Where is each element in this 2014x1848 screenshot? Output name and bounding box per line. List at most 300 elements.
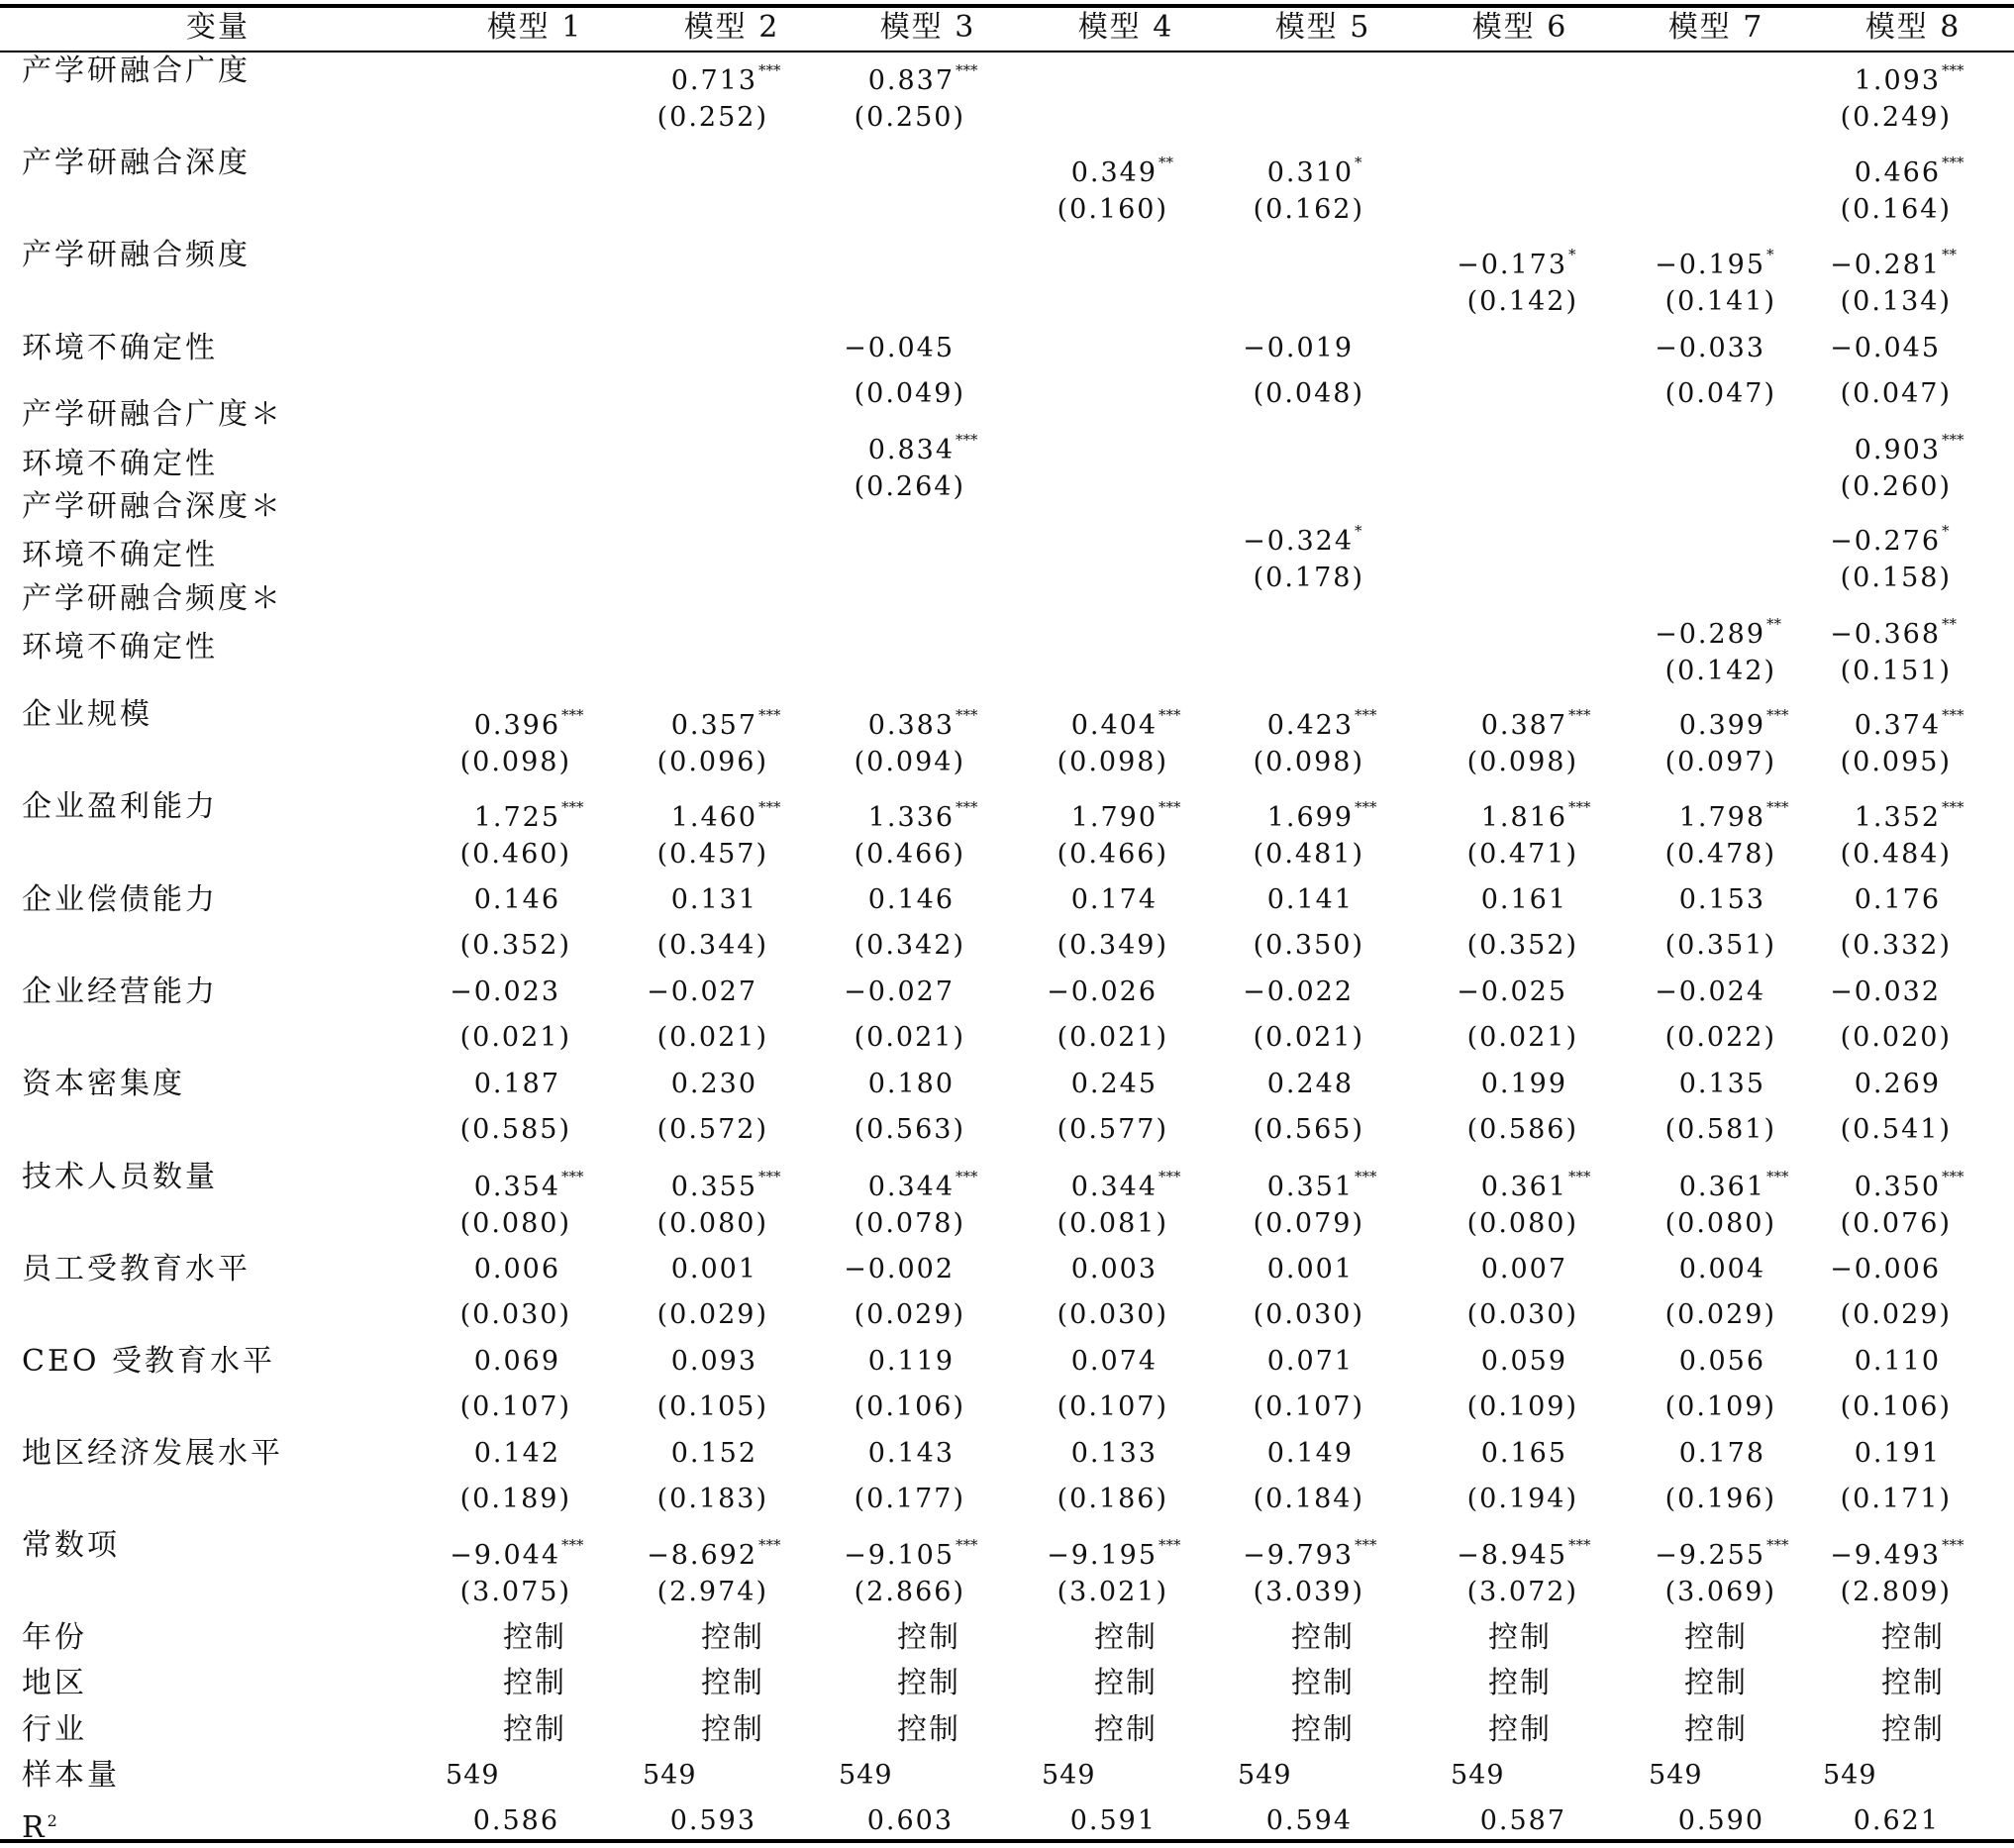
coefficient-cell bbox=[1481, 1342, 1604, 1382]
coefficient-cell bbox=[474, 791, 597, 838]
coefficient-cell bbox=[844, 1250, 991, 1289]
coefficient-cell bbox=[844, 973, 991, 1012]
control-cell: 控制 bbox=[1094, 1666, 1158, 1700]
significance-stars: *** bbox=[758, 798, 781, 816]
std-error-cell: (0.260) bbox=[1840, 471, 1952, 502]
coefficient-cell bbox=[1071, 1250, 1194, 1289]
std-error-cell: (0.021) bbox=[1057, 1022, 1168, 1053]
row-label: 产学研融合广度＊ bbox=[22, 397, 283, 432]
std-error-cell: (0.252) bbox=[656, 102, 768, 133]
coefficient-value: 0.174 bbox=[1070, 884, 1158, 915]
significance-stars: ** bbox=[1942, 615, 1957, 633]
std-error-cell: (0.107) bbox=[459, 1391, 571, 1422]
std-error-cell: (0.030) bbox=[459, 1299, 571, 1330]
coefficient-cell bbox=[1267, 1161, 1390, 1207]
std-error-cell: (2.866) bbox=[854, 1577, 965, 1607]
coefficient-value: −0.027 bbox=[844, 976, 955, 1007]
coefficient-cell bbox=[671, 1065, 794, 1104]
std-error-cell: (0.563) bbox=[854, 1114, 965, 1145]
significance-stars: *** bbox=[758, 61, 781, 79]
r-squared-cell: 0.594 bbox=[1265, 1805, 1353, 1836]
coefficient-value: 0.153 bbox=[1678, 884, 1765, 915]
significance-stars: * bbox=[1355, 522, 1362, 540]
header-rule bbox=[0, 51, 2014, 52]
coefficient-value: −0.002 bbox=[844, 1254, 955, 1284]
std-error-cell: (0.541) bbox=[1840, 1114, 1952, 1145]
coefficient-cell bbox=[671, 1161, 794, 1207]
significance-stars: *** bbox=[1766, 798, 1789, 816]
coefficient-cell bbox=[474, 1250, 597, 1289]
std-error-cell: (0.098) bbox=[459, 747, 571, 777]
std-error-cell: (0.105) bbox=[656, 1391, 768, 1422]
std-error-cell: (0.021) bbox=[1253, 1022, 1364, 1053]
coefficient-value: 0.837 bbox=[867, 65, 955, 96]
coefficient-cell bbox=[1267, 147, 1390, 193]
sample-size-cell: 549 bbox=[839, 1760, 893, 1791]
coefficient-value: 0.131 bbox=[670, 884, 757, 915]
sample-size-cell: 549 bbox=[1823, 1760, 1877, 1791]
coefficient-value: 1.725 bbox=[473, 802, 560, 833]
row-label: 产学研融合深度 bbox=[22, 146, 251, 180]
std-error-cell: (0.098) bbox=[1253, 747, 1364, 777]
std-error-cell: (0.106) bbox=[1840, 1391, 1952, 1422]
coefficient-cell bbox=[868, 791, 991, 838]
std-error-cell: (0.047) bbox=[1664, 378, 1776, 409]
row-label: 产学研融合广度 bbox=[22, 53, 251, 88]
coefficient-cell bbox=[1071, 1065, 1194, 1104]
control-cell: 控制 bbox=[1291, 1712, 1355, 1747]
coefficient-cell bbox=[1267, 791, 1390, 838]
coefficient-cell bbox=[1243, 515, 1390, 562]
std-error-cell: (0.080) bbox=[459, 1208, 571, 1239]
significance-stars: *** bbox=[1158, 1168, 1181, 1185]
control-cell: 控制 bbox=[897, 1712, 960, 1747]
row-label: 地区经济发展水平 bbox=[22, 1436, 283, 1471]
coefficient-value: 0.004 bbox=[1678, 1254, 1765, 1284]
sample-size-cell: 549 bbox=[1238, 1760, 1292, 1791]
std-error-cell: (0.349) bbox=[1057, 930, 1168, 961]
coefficient-value: 0.713 bbox=[670, 65, 757, 96]
row-label-line2: 环境不确定性 bbox=[22, 630, 218, 665]
coefficient-value: 0.350 bbox=[1854, 1172, 1941, 1202]
control-cell: 控制 bbox=[1488, 1712, 1552, 1747]
coefficient-cell bbox=[868, 54, 991, 101]
coefficient-value: 0.383 bbox=[867, 710, 955, 741]
coefficient-cell bbox=[868, 1065, 991, 1104]
std-error-cell: (0.466) bbox=[854, 839, 965, 870]
coefficient-cell bbox=[1855, 880, 1977, 920]
coefficient-cell bbox=[1855, 54, 1977, 101]
coefficient-value: 0.007 bbox=[1480, 1254, 1567, 1284]
coefficient-value: 0.165 bbox=[1480, 1438, 1567, 1469]
std-error-cell: (0.171) bbox=[1840, 1484, 1952, 1514]
coefficient-cell bbox=[1243, 1529, 1390, 1576]
std-error-cell: (0.484) bbox=[1840, 839, 1952, 870]
significance-stars: ** bbox=[1766, 615, 1781, 633]
coefficient-cell bbox=[1243, 329, 1390, 368]
coefficient-value: −0.026 bbox=[1047, 976, 1158, 1007]
std-error-cell: (0.029) bbox=[854, 1299, 965, 1330]
coefficient-value: −0.027 bbox=[647, 976, 757, 1007]
row-label-line2: 环境不确定性 bbox=[22, 538, 218, 572]
coefficient-value: 0.187 bbox=[473, 1069, 560, 1099]
std-error-cell: (0.577) bbox=[1057, 1114, 1168, 1145]
coefficient-value: 0.133 bbox=[1070, 1438, 1158, 1469]
significance-stars: *** bbox=[956, 61, 978, 79]
significance-stars: *** bbox=[956, 1536, 978, 1554]
control-label: 年份 bbox=[22, 1620, 87, 1655]
std-error-cell: (0.021) bbox=[1466, 1022, 1578, 1053]
coefficient-cell bbox=[1655, 973, 1802, 1012]
coefficient-value: −0.033 bbox=[1655, 333, 1765, 363]
control-cell: 控制 bbox=[1881, 1666, 1945, 1700]
coefficient-cell bbox=[1679, 699, 1802, 746]
coefficient-cell bbox=[1830, 1250, 1977, 1289]
coefficient-value: 1.352 bbox=[1854, 802, 1941, 833]
coefficient-value: −9.793 bbox=[1243, 1540, 1354, 1571]
sample-size-cell: 549 bbox=[643, 1760, 697, 1791]
coefficient-value: 0.351 bbox=[1266, 1172, 1354, 1202]
significance-stars: *** bbox=[1568, 1168, 1591, 1185]
coefficient-value: 0.001 bbox=[670, 1254, 757, 1284]
control-cell: 控制 bbox=[897, 1620, 960, 1655]
coefficient-cell bbox=[1679, 1342, 1802, 1382]
header-model-8: 模型 8 bbox=[1864, 10, 1962, 45]
coefficient-value: 0.903 bbox=[1854, 435, 1941, 465]
header-model-4: 模型 4 bbox=[1077, 10, 1174, 45]
coefficient-value: 0.245 bbox=[1070, 1069, 1158, 1099]
coefficient-value: −9.255 bbox=[1655, 1540, 1765, 1571]
r-squared-label bbox=[22, 1801, 60, 1848]
std-error-cell: (0.048) bbox=[1253, 378, 1364, 409]
coefficient-value: −0.195 bbox=[1655, 250, 1765, 280]
row-label: 企业偿债能力 bbox=[22, 882, 218, 917]
coefficient-value: 0.161 bbox=[1480, 884, 1567, 915]
std-error-cell: (0.080) bbox=[656, 1208, 768, 1239]
coefficient-cell bbox=[647, 1529, 794, 1576]
coefficient-cell bbox=[1830, 515, 1977, 562]
coefficient-cell bbox=[1655, 608, 1802, 655]
std-error-cell: (0.186) bbox=[1057, 1484, 1168, 1514]
std-error-cell: (0.095) bbox=[1840, 747, 1952, 777]
coefficient-value: 0.141 bbox=[1266, 884, 1354, 915]
coefficient-cell bbox=[1481, 791, 1604, 838]
row-label: 产学研融合深度＊ bbox=[22, 489, 283, 524]
row-label: 常数项 bbox=[22, 1528, 120, 1563]
std-error-cell: (0.572) bbox=[656, 1114, 768, 1145]
control-cell: 控制 bbox=[1094, 1620, 1158, 1655]
coefficient-value: 0.466 bbox=[1854, 157, 1941, 188]
coefficient-value: −0.025 bbox=[1457, 976, 1567, 1007]
coefficient-value: 0.119 bbox=[867, 1346, 955, 1377]
std-error-cell: (3.072) bbox=[1466, 1577, 1578, 1607]
row-label: 员工受教育水平 bbox=[22, 1252, 251, 1286]
sample-size-cell: 549 bbox=[1649, 1760, 1703, 1791]
coefficient-cell bbox=[1457, 239, 1604, 285]
significance-stars: *** bbox=[1158, 798, 1181, 816]
coefficient-cell bbox=[868, 1434, 991, 1474]
row-label: 企业规模 bbox=[22, 697, 152, 732]
r-squared-cell: 0.586 bbox=[472, 1805, 559, 1836]
std-error-cell: (0.107) bbox=[1253, 1391, 1364, 1422]
coefficient-cell bbox=[1481, 880, 1604, 920]
header-model-6: 模型 6 bbox=[1471, 10, 1568, 45]
significance-stars: *** bbox=[956, 706, 978, 724]
significance-stars: *** bbox=[1355, 1536, 1377, 1554]
coefficient-cell bbox=[1071, 1342, 1194, 1382]
coefficient-cell bbox=[1481, 1065, 1604, 1104]
coefficient-value: 0.093 bbox=[670, 1346, 757, 1377]
control-cell: 控制 bbox=[503, 1620, 566, 1655]
significance-stars: ** bbox=[1158, 154, 1173, 171]
coefficient-cell bbox=[1855, 1342, 1977, 1382]
std-error-cell: (0.049) bbox=[854, 378, 965, 409]
coefficient-cell bbox=[1855, 424, 1977, 470]
coefficient-value: 0.001 bbox=[1266, 1254, 1354, 1284]
std-error-cell: (0.342) bbox=[854, 930, 965, 961]
coefficient-value: 0.176 bbox=[1854, 884, 1941, 915]
std-error-cell: (0.471) bbox=[1466, 839, 1578, 870]
coefficient-value: 0.149 bbox=[1266, 1438, 1354, 1469]
std-error-cell: (0.250) bbox=[854, 102, 965, 133]
significance-stars: *** bbox=[1568, 798, 1591, 816]
coefficient-value: −9.195 bbox=[1047, 1540, 1158, 1571]
coefficient-cell bbox=[671, 54, 794, 101]
coefficient-value: 0.374 bbox=[1854, 710, 1941, 741]
std-error-cell: (0.081) bbox=[1057, 1208, 1168, 1239]
coefficient-value: −0.019 bbox=[1243, 333, 1354, 363]
coefficient-cell bbox=[1267, 1342, 1390, 1382]
coefficient-value: 1.093 bbox=[1854, 65, 1941, 96]
significance-stars: * bbox=[1942, 522, 1950, 540]
std-error-cell: (0.076) bbox=[1840, 1208, 1952, 1239]
coefficient-cell bbox=[1855, 1065, 1977, 1104]
coefficient-cell bbox=[1855, 791, 1977, 838]
coefficient-value: 0.071 bbox=[1266, 1346, 1354, 1377]
coefficient-cell bbox=[868, 424, 991, 470]
significance-stars: *** bbox=[1355, 1168, 1377, 1185]
std-error-cell: (0.080) bbox=[1466, 1208, 1578, 1239]
row-label: 产学研融合频度＊ bbox=[22, 581, 283, 616]
coefficient-cell bbox=[1047, 1529, 1194, 1576]
coefficient-cell bbox=[1071, 880, 1194, 920]
significance-stars: *** bbox=[1942, 798, 1964, 816]
control-cell: 控制 bbox=[1488, 1620, 1552, 1655]
coefficient-value: −0.368 bbox=[1830, 619, 1941, 650]
coefficient-value: 0.110 bbox=[1854, 1346, 1941, 1377]
significance-stars: *** bbox=[561, 1168, 584, 1185]
coefficient-value: −9.493 bbox=[1830, 1540, 1941, 1571]
coefficient-cell bbox=[868, 880, 991, 920]
coefficient-cell bbox=[474, 1065, 597, 1104]
control-cell: 控制 bbox=[1684, 1666, 1748, 1700]
coefficient-value: −0.324 bbox=[1243, 526, 1354, 557]
header-model-1: 模型 1 bbox=[486, 10, 583, 45]
std-error-cell: (0.184) bbox=[1253, 1484, 1364, 1514]
std-error-cell: (0.142) bbox=[1664, 656, 1776, 686]
std-error-cell: (0.030) bbox=[1466, 1299, 1578, 1330]
std-error-cell: (0.344) bbox=[656, 930, 768, 961]
coefficient-cell bbox=[1830, 1529, 1977, 1576]
coefficient-cell bbox=[474, 1342, 597, 1382]
significance-stars: ** bbox=[1942, 246, 1957, 263]
coefficient-value: 0.230 bbox=[670, 1069, 757, 1099]
row-label: 产学研融合频度 bbox=[22, 238, 251, 272]
significance-stars: * bbox=[1568, 246, 1576, 263]
row-label: 技术人员数量 bbox=[22, 1160, 218, 1194]
std-error-cell: (3.039) bbox=[1253, 1577, 1364, 1607]
row-label: CEO 受教育水平 bbox=[22, 1344, 275, 1379]
coefficient-value: 0.056 bbox=[1678, 1346, 1765, 1377]
coefficient-value: −0.045 bbox=[1830, 333, 1941, 363]
coefficient-cell bbox=[671, 1250, 794, 1289]
coefficient-cell bbox=[1457, 973, 1604, 1012]
coefficient-cell bbox=[1855, 1434, 1977, 1474]
significance-stars: *** bbox=[1942, 706, 1964, 724]
std-error-cell: (0.264) bbox=[854, 471, 965, 502]
coefficient-cell bbox=[474, 699, 597, 746]
significance-stars: *** bbox=[758, 706, 781, 724]
coefficient-value: −9.044 bbox=[450, 1540, 560, 1571]
row-label: 资本密集度 bbox=[22, 1067, 185, 1101]
coefficient-value: 1.336 bbox=[867, 802, 955, 833]
coefficient-value: 0.344 bbox=[867, 1172, 955, 1202]
coefficient-cell bbox=[1071, 699, 1194, 746]
coefficient-value: −0.023 bbox=[450, 976, 560, 1007]
coefficient-cell bbox=[1679, 791, 1802, 838]
std-error-cell: (0.021) bbox=[459, 1022, 571, 1053]
significance-stars: *** bbox=[1942, 431, 1964, 449]
coefficient-value: 0.006 bbox=[473, 1254, 560, 1284]
significance-stars: *** bbox=[1766, 1168, 1789, 1185]
control-cell: 控制 bbox=[897, 1666, 960, 1700]
row-label: 环境不确定性 bbox=[22, 331, 218, 365]
coefficient-value: −8.692 bbox=[647, 1540, 757, 1571]
std-error-cell: (3.075) bbox=[459, 1577, 571, 1607]
coefficient-cell bbox=[671, 880, 794, 920]
coefficient-cell bbox=[474, 1161, 597, 1207]
sample-size-cell: 549 bbox=[446, 1760, 500, 1791]
coefficient-cell bbox=[1047, 973, 1194, 1012]
coefficient-cell bbox=[1481, 1434, 1604, 1474]
std-error-cell: (0.177) bbox=[854, 1484, 965, 1514]
control-cell: 控制 bbox=[1881, 1712, 1945, 1747]
coefficient-cell bbox=[1855, 147, 1977, 193]
coefficient-value: 0.146 bbox=[473, 884, 560, 915]
std-error-cell: (0.581) bbox=[1664, 1114, 1776, 1145]
header-variable: 变量 bbox=[186, 10, 250, 45]
significance-stars: *** bbox=[1766, 1536, 1789, 1554]
std-error-cell: (0.021) bbox=[656, 1022, 768, 1053]
coefficient-value: −0.173 bbox=[1457, 250, 1567, 280]
coefficient-cell bbox=[1243, 973, 1390, 1012]
std-error-cell: (3.021) bbox=[1057, 1577, 1168, 1607]
coefficient-value: 0.199 bbox=[1480, 1069, 1567, 1099]
significance-stars: *** bbox=[1568, 706, 1591, 724]
coefficient-value: 0.248 bbox=[1266, 1069, 1354, 1099]
control-label: 地区 bbox=[22, 1666, 87, 1700]
coefficient-cell bbox=[1457, 1529, 1604, 1576]
std-error-cell: (0.162) bbox=[1253, 194, 1364, 225]
std-error-cell: (0.029) bbox=[1664, 1299, 1776, 1330]
std-error-cell: (0.565) bbox=[1253, 1114, 1364, 1145]
coefficient-value: 1.798 bbox=[1678, 802, 1765, 833]
sample-size-label: 样本量 bbox=[22, 1758, 120, 1793]
significance-stars: *** bbox=[1942, 154, 1964, 171]
coefficient-cell bbox=[868, 1161, 991, 1207]
r-squared-text: R bbox=[22, 1810, 48, 1845]
control-cell: 控制 bbox=[701, 1666, 764, 1700]
std-error-cell: (0.586) bbox=[1466, 1114, 1578, 1145]
coefficient-cell bbox=[1679, 1161, 1802, 1207]
std-error-cell: (0.096) bbox=[656, 747, 768, 777]
coefficient-cell bbox=[1855, 699, 1977, 746]
coefficient-cell bbox=[1679, 1434, 1802, 1474]
coefficient-value: 0.404 bbox=[1070, 710, 1158, 741]
coefficient-cell bbox=[450, 973, 597, 1012]
coefficient-value: 0.354 bbox=[473, 1172, 560, 1202]
coefficient-cell bbox=[1267, 1065, 1390, 1104]
coefficient-value: 0.178 bbox=[1678, 1438, 1765, 1469]
significance-stars: *** bbox=[1355, 798, 1377, 816]
coefficient-value: 0.059 bbox=[1480, 1346, 1567, 1377]
std-error-cell: (0.164) bbox=[1840, 194, 1952, 225]
std-error-cell: (0.109) bbox=[1664, 1391, 1776, 1422]
std-error-cell: (0.098) bbox=[1466, 747, 1578, 777]
coefficient-cell bbox=[1267, 1250, 1390, 1289]
significance-stars: *** bbox=[1942, 61, 1964, 79]
coefficient-value: −0.281 bbox=[1830, 250, 1941, 280]
coefficient-value: 1.790 bbox=[1070, 802, 1158, 833]
significance-stars: *** bbox=[1158, 706, 1181, 724]
control-cell: 控制 bbox=[701, 1712, 764, 1747]
coefficient-cell bbox=[844, 329, 991, 368]
coefficient-value: 0.146 bbox=[867, 884, 955, 915]
coefficient-value: −0.022 bbox=[1243, 976, 1354, 1007]
coefficient-cell bbox=[671, 1434, 794, 1474]
control-cell: 控制 bbox=[503, 1666, 566, 1700]
coefficient-value: 0.069 bbox=[473, 1346, 560, 1377]
control-cell: 控制 bbox=[503, 1712, 566, 1747]
coefficient-value: 0.387 bbox=[1480, 710, 1567, 741]
significance-stars: *** bbox=[1942, 1168, 1964, 1185]
coefficient-cell bbox=[1655, 239, 1802, 285]
std-error-cell: (0.478) bbox=[1664, 839, 1776, 870]
significance-stars: *** bbox=[561, 1536, 584, 1554]
std-error-cell: (0.094) bbox=[854, 747, 965, 777]
significance-stars: *** bbox=[1942, 1536, 1964, 1554]
r-squared-cell: 0.621 bbox=[1853, 1805, 1940, 1836]
control-cell: 控制 bbox=[1684, 1712, 1748, 1747]
coefficient-value: 0.357 bbox=[670, 710, 757, 741]
coefficient-value: −8.945 bbox=[1457, 1540, 1567, 1571]
coefficient-cell bbox=[671, 1342, 794, 1382]
coefficient-value: 0.269 bbox=[1854, 1069, 1941, 1099]
coefficient-cell bbox=[1267, 699, 1390, 746]
coefficient-value: 1.460 bbox=[670, 802, 757, 833]
row-label-line2: 环境不确定性 bbox=[22, 447, 218, 481]
std-error-cell: (0.466) bbox=[1057, 839, 1168, 870]
row-label: 企业盈利能力 bbox=[22, 789, 218, 824]
std-error-cell: (0.029) bbox=[1840, 1299, 1952, 1330]
coefficient-cell bbox=[1071, 1161, 1194, 1207]
row-label: 企业经营能力 bbox=[22, 975, 218, 1009]
std-error-cell: (0.079) bbox=[1253, 1208, 1364, 1239]
std-error-cell: (0.194) bbox=[1466, 1484, 1578, 1514]
control-label: 行业 bbox=[22, 1712, 87, 1747]
std-error-cell: (0.585) bbox=[459, 1114, 571, 1145]
std-error-cell: (0.107) bbox=[1057, 1391, 1168, 1422]
